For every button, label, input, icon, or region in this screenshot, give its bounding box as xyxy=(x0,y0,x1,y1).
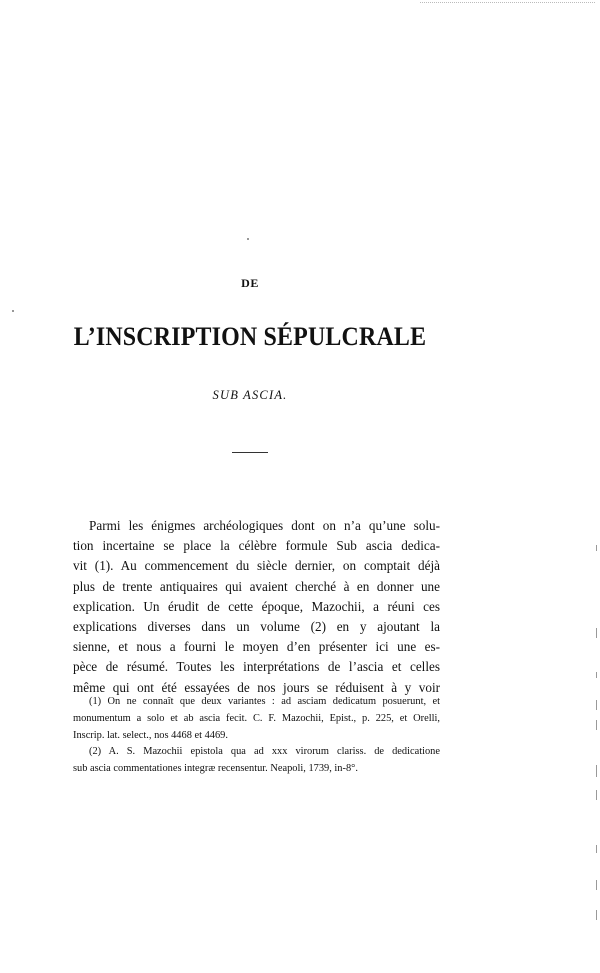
margin-mark xyxy=(596,700,597,710)
footnote-line: Inscrip. lat. select., nos 4468 et 4469. xyxy=(73,729,228,741)
page-subtitle: SUB ASCIA. xyxy=(212,388,288,402)
body-line: Parmi les énigmes archéologiques dont on n’a qu’une solu- xyxy=(89,518,440,533)
footnote-line: (2) A. S. Mazochii epistola qua ad xxx virorum clariss. de dedicatione xyxy=(89,746,440,758)
margin-mark xyxy=(596,880,597,890)
body-line: explication. Un érudit de cette époque, Mazochii, a réuni ces xyxy=(73,598,440,614)
footnote-line: monumentum a solo et ab ascia fecit. C. F. Mazochii, Epist., p. 225, et Orelli, xyxy=(73,712,440,724)
margin-mark xyxy=(596,910,597,920)
page-title: L’INSCRIPTION SÉPULCRALE xyxy=(73,322,427,351)
margin-mark xyxy=(596,545,597,551)
footnotes xyxy=(73,694,440,778)
title-preposition: DE xyxy=(241,276,259,290)
footnote-line: sub ascia commentationes integræ recensentur. Neapoli, 1739, in-8°. xyxy=(73,763,358,775)
body-line: même qui ont été essayées de nos jours se réduisent à y voir xyxy=(73,679,440,695)
ink-speck xyxy=(12,310,14,312)
margin-mark xyxy=(596,845,597,853)
margin-mark xyxy=(596,628,597,638)
footnote-line: (1) On ne connaît que deux variantes : ad asciam dedicatum posuerunt, et xyxy=(89,696,440,707)
margin-mark xyxy=(596,720,597,730)
body-line: plus de trente antiquaires qui avaient cherché à en donner une xyxy=(73,578,440,594)
body-line: sienne, et nous a fourni le moyen d’en présenter ici une es- xyxy=(73,639,440,655)
margin-mark xyxy=(596,672,597,678)
margin-mark xyxy=(596,765,597,777)
body-paragraph xyxy=(73,516,440,698)
margin-mark xyxy=(596,790,597,800)
ink-speck xyxy=(247,238,249,240)
body-line: explications diverses dans un volume (2) en y ajoutant la xyxy=(73,619,440,635)
title-rule xyxy=(232,452,268,453)
body-line: pèce de résumé. Toutes les interprétations de l’ascia et celles xyxy=(73,659,440,675)
scan-edge-mark xyxy=(420,2,595,3)
body-line: vit (1). Au commencement du siècle dernier, on comptait déjà xyxy=(73,558,440,574)
body-line: tion incertaine se place la célèbre formule Sub ascia dedica- xyxy=(73,538,440,554)
